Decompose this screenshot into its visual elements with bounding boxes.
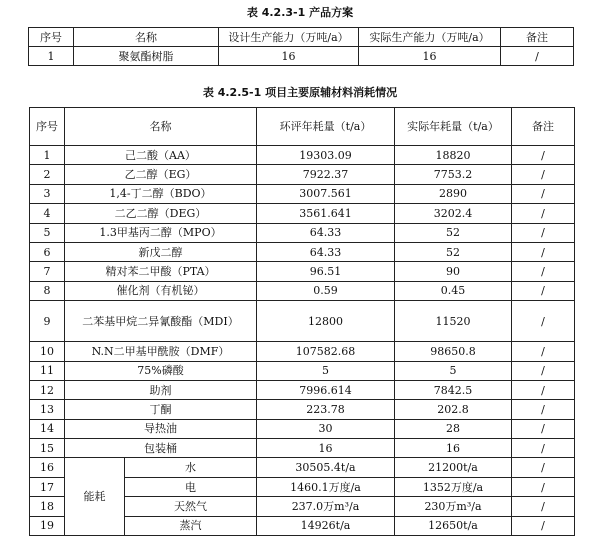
cell-note: / [512,262,575,281]
cell-eia-amount: 7996.614 [257,380,395,399]
cell-index: 2 [30,165,65,184]
cell-name: 75%磷酸 [65,361,257,380]
cell-note: / [512,165,575,184]
cell-note: / [512,477,575,496]
cell-note: / [512,184,575,203]
cell-index: 7 [30,262,65,281]
cell-eia-amount: 223.78 [257,400,395,419]
cell-note: / [512,301,575,342]
cell-index: 13 [30,400,65,419]
cell-index: 1 [29,47,74,66]
cell-note: / [512,439,575,458]
cell-name: 1.3甲基丙二醇（MPO） [65,223,257,242]
cell-note: / [512,242,575,261]
table-header-row [30,108,575,146]
cell-actual-amount: 2890 [395,184,512,203]
cell-name: 导热油 [65,419,257,438]
cell-actual-amount: 7842.5 [395,380,512,399]
table-row [30,458,575,477]
cell-eia-amount: 7922.37 [257,165,395,184]
cell-eia-amount: 19303.09 [257,146,395,165]
cell-index: 11 [30,361,65,380]
cell-actual-amount: 18820 [395,146,512,165]
col-header: 实际年耗量（t/a） [395,108,512,146]
cell-note: / [512,497,575,516]
cell-eia-amount: 16 [257,439,395,458]
cell-index: 17 [30,477,65,496]
table-row [30,223,575,242]
cell-note: / [501,47,574,66]
cell-design: 16 [219,47,359,66]
cell-note: / [512,223,575,242]
cell-note: / [512,146,575,165]
table-row [30,380,575,399]
cell-actual-amount: 21200t/a [395,458,512,477]
cell-index: 12 [30,380,65,399]
cell-note: / [512,516,575,535]
col-header: 环评年耗量（t/a） [257,108,395,146]
cell-index: 10 [30,342,65,361]
table-row [30,419,575,438]
cell-name: 蒸汽 [125,516,257,535]
table2-caption: 表 4.2.5-1 项目主要原辅材料消耗情况 [202,86,398,99]
cell-eia-amount: 14926t/a [257,516,395,535]
table-row [30,281,575,300]
cell-index: 16 [30,458,65,477]
cell-index: 14 [30,419,65,438]
cell-actual-amount: 11520 [395,301,512,342]
cell-eia-amount: 12800 [257,301,395,342]
cell-eia-amount: 30 [257,419,395,438]
col-header: 序号 [30,108,65,146]
cell-note: / [512,380,575,399]
cell-eia-amount: 107582.68 [257,342,395,361]
cell-actual-amount: 3202.4 [395,204,512,223]
table-row [30,301,575,342]
materials-table [29,107,575,536]
cell-index: 8 [30,281,65,300]
table-row [30,204,575,223]
cell-eia-amount: 3561.641 [257,204,395,223]
cell-note: / [512,204,575,223]
cell-actual-amount: 0.45 [395,281,512,300]
cell-name: 聚氨酯树脂 [74,47,219,66]
table-row [29,47,574,66]
col-header: 备注 [512,108,575,146]
cell-index: 9 [30,301,65,342]
col-header: 实际生产能力（万吨/a） [359,28,501,47]
cell-index: 18 [30,497,65,516]
cell-note: / [512,419,575,438]
cell-actual-amount: 52 [395,223,512,242]
cell-name: 电 [125,477,257,496]
table1-caption: 表 4.2.3-1 产品方案 [246,6,354,19]
cell-actual-amount: 52 [395,242,512,261]
cell-index: 19 [30,516,65,535]
cell-note: / [512,458,575,477]
cell-eia-amount: 96.51 [257,262,395,281]
cell-actual-amount: 230万m³/a [395,497,512,516]
cell-name: 天然气 [125,497,257,516]
cell-index: 4 [30,204,65,223]
cell-eia-amount: 3007.561 [257,184,395,203]
cell-actual-amount: 16 [395,439,512,458]
cell-actual-amount: 5 [395,361,512,380]
cell-note: / [512,400,575,419]
table-row [30,400,575,419]
cell-index: 15 [30,439,65,458]
table-row [30,165,575,184]
product-plan-table [28,27,574,66]
cell-name: 丁酮 [65,400,257,419]
cell-actual-amount: 1352万度/a [395,477,512,496]
table-row [30,361,575,380]
table-row [30,439,575,458]
cell-note: / [512,361,575,380]
table-row [30,146,575,165]
cell-name: N.N二甲基甲酰胺（DMF） [65,342,257,361]
table-row [30,184,575,203]
cell-eia-amount: 5 [257,361,395,380]
cell-index: 1 [30,146,65,165]
cell-actual-amount: 98650.8 [395,342,512,361]
cell-eia-amount: 237.0万m³/a [257,497,395,516]
cell-name: 二乙二醇（DEG） [65,204,257,223]
cell-index: 6 [30,242,65,261]
col-header: 设计生产能力（万吨/a） [219,28,359,47]
cell-name: 新戊二醇 [65,242,257,261]
cell-index: 5 [30,223,65,242]
cell-eia-amount: 64.33 [257,223,395,242]
table-row [30,242,575,261]
cell-eia-amount: 64.33 [257,242,395,261]
cell-index: 3 [30,184,65,203]
cell-name: 二苯基甲烷二异氰酸酯（MDI） [65,301,257,342]
cell-actual-amount: 90 [395,262,512,281]
cell-name: 乙二醇（EG） [65,165,257,184]
cell-actual-amount: 202.8 [395,400,512,419]
cell-name: 水 [125,458,257,477]
table-header-row [29,28,574,47]
cell-name: 包装桶 [65,439,257,458]
energy-group-label: 能耗 [65,458,125,536]
col-header: 名称 [65,108,257,146]
cell-eia-amount: 30505.4t/a [257,458,395,477]
table-row [30,262,575,281]
cell-name: 助剂 [65,380,257,399]
col-header: 名称 [74,28,219,47]
cell-name: 催化剂（有机铋） [65,281,257,300]
col-header: 备注 [501,28,574,47]
cell-eia-amount: 1460.1万度/a [257,477,395,496]
cell-actual-amount: 7753.2 [395,165,512,184]
cell-actual-amount: 28 [395,419,512,438]
cell-note: / [512,281,575,300]
cell-name: 1,4-丁二醇（BDO） [65,184,257,203]
cell-actual: 16 [359,47,501,66]
cell-actual-amount: 12650t/a [395,516,512,535]
cell-eia-amount: 0.59 [257,281,395,300]
cell-name: 己二酸（AA） [65,146,257,165]
cell-note: / [512,342,575,361]
col-header: 序号 [29,28,74,47]
cell-name: 精对苯二甲酸（PTA） [65,262,257,281]
table-row [30,342,575,361]
materials-table-body [30,146,575,536]
